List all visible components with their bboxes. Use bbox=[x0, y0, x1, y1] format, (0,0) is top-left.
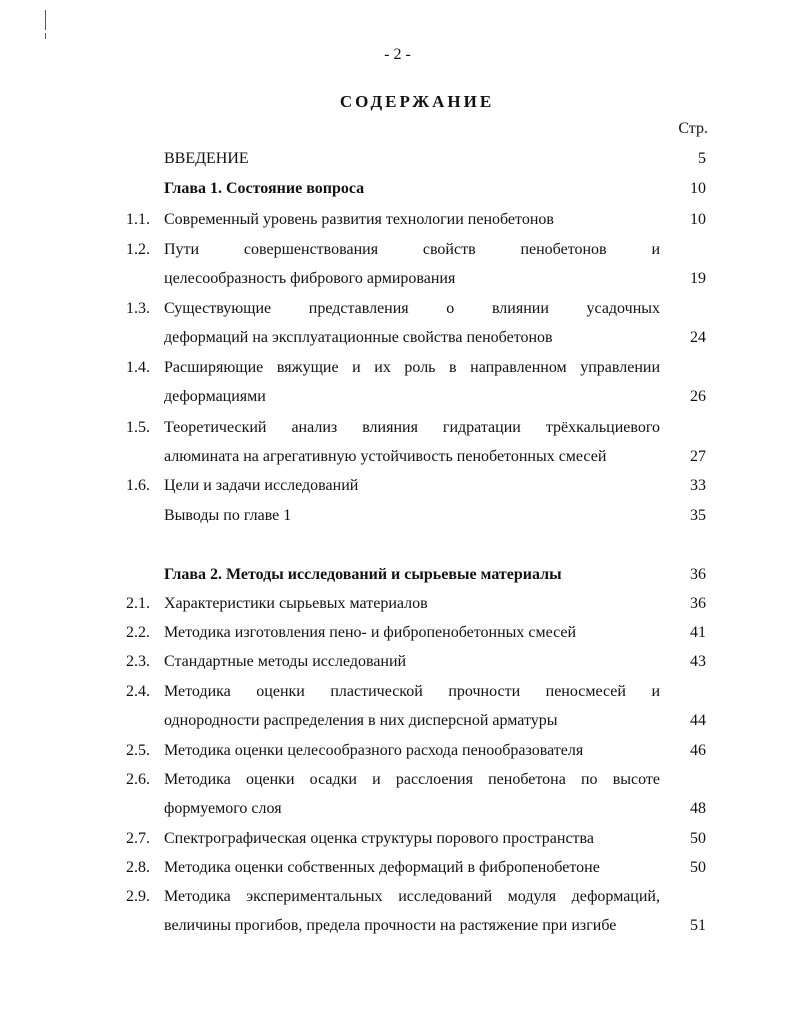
toc-entry-number: 1.2. bbox=[126, 241, 150, 258]
toc-entry-line bbox=[0, 564, 795, 586]
toc-entry-title: Пути совершенствования свойств пенобетонов и bbox=[164, 241, 660, 258]
toc-entry-number: 1.1. bbox=[126, 211, 150, 228]
toc-entry-title: формуемого слоя bbox=[164, 800, 282, 817]
toc-entry-line bbox=[0, 681, 795, 703]
toc-entry-number: 2.7. bbox=[126, 830, 150, 847]
toc-entry-title: Цели и задачи исследований bbox=[164, 477, 359, 494]
toc-entry-title: Методика оценки осадки и расслоения пенобетона по высоте bbox=[164, 771, 660, 788]
page-title: СОДЕРЖАНИЕ bbox=[339, 92, 495, 111]
toc-entry-title: алюмината на агрегативную устойчивость пенобетонных смесей bbox=[164, 448, 607, 465]
toc-entry-title: Современный уровень развития технологии пенобетонов bbox=[164, 211, 554, 228]
toc-entry-line bbox=[0, 148, 795, 170]
toc-entry-line bbox=[0, 209, 795, 231]
toc-entry-line bbox=[0, 769, 795, 791]
toc-entry-page: 10 bbox=[690, 180, 706, 197]
toc-entry-title: Существующие представления о влиянии усадочных bbox=[164, 300, 660, 317]
toc-entry-line bbox=[0, 593, 795, 615]
toc-entry-line bbox=[0, 239, 795, 261]
toc-entry-title: однородности распределения в них дисперсной арматуры bbox=[164, 712, 558, 729]
toc-entry-line bbox=[0, 417, 795, 439]
toc-entry-page: 19 bbox=[690, 270, 706, 287]
toc-entry-page: 48 bbox=[690, 800, 706, 817]
scan-artifact-mark bbox=[45, 33, 46, 39]
toc-entry-title: Методика оценки собственных деформаций в фибропенобетоне bbox=[164, 859, 600, 876]
toc-entry-number: 2.3. bbox=[126, 653, 150, 670]
toc-entry-line bbox=[0, 886, 795, 908]
toc-entry-number: 2.4. bbox=[126, 683, 150, 700]
toc-entry-title: величины прогибов, предела прочности на растяжение при изгибе bbox=[164, 917, 617, 934]
toc-entry-line bbox=[0, 828, 795, 850]
toc-entry-line bbox=[0, 505, 795, 527]
toc-entry-line bbox=[0, 651, 795, 673]
toc-entry-title: Расширяющие вяжущие и их роль в направленном управлении bbox=[164, 359, 660, 376]
toc-entry-page: 26 bbox=[690, 388, 706, 405]
toc-entry-page: 35 bbox=[690, 507, 706, 524]
toc-entry-page: 27 bbox=[690, 448, 706, 465]
toc-entry-page: 50 bbox=[690, 859, 706, 876]
toc-entry-line bbox=[0, 446, 795, 468]
toc-entry-title: деформациями bbox=[164, 388, 266, 405]
toc-entry-line bbox=[0, 798, 795, 820]
toc-entry-page: 5 bbox=[698, 150, 706, 167]
toc-entry-page: 50 bbox=[690, 830, 706, 847]
toc-entry-line bbox=[0, 710, 795, 732]
toc-entry-line bbox=[0, 268, 795, 290]
toc-entry-title: Глава 2. Методы исследований и сырьевые материалы bbox=[164, 566, 562, 583]
toc-entry-title: целесообразность фибрового армирования bbox=[164, 270, 456, 287]
toc-entry-page: 43 bbox=[690, 653, 706, 670]
toc-entry-line bbox=[0, 386, 795, 408]
toc-entry-page: 41 bbox=[690, 624, 706, 641]
toc-entry-title: Характеристики сырьевых материалов bbox=[164, 595, 428, 612]
toc-entry-title: Глава 1. Состояние вопроса bbox=[164, 180, 365, 197]
toc-entry-title: ВВЕДЕНИЕ bbox=[164, 150, 249, 167]
toc-entry-title: Спектрографическая оценка структуры порового пространства bbox=[164, 830, 594, 847]
toc-entry-page: 46 bbox=[690, 742, 706, 759]
toc-entry-number: 1.5. bbox=[126, 419, 150, 436]
toc-entry-line bbox=[0, 327, 795, 349]
toc-entry-number: 2.6. bbox=[126, 771, 150, 788]
toc-entry-page: 36 bbox=[690, 595, 706, 612]
scan-artifact-mark bbox=[45, 10, 46, 30]
toc-entry-number: 1.6. bbox=[126, 477, 150, 494]
toc-entry-number: 1.4. bbox=[126, 359, 150, 376]
toc-entry-title: Методика экспериментальных исследований модуля деформаций, bbox=[164, 888, 660, 905]
toc-entry-title: Методика изготовления пено- и фибропенобетонных смесей bbox=[164, 624, 577, 641]
toc-entry-page: 51 bbox=[690, 917, 706, 934]
toc-entry-line bbox=[0, 857, 795, 879]
toc-entry-title: Стандартные методы исследований bbox=[164, 653, 407, 670]
toc-entry-number: 2.5. bbox=[126, 742, 150, 759]
toc-entry-number: 2.1. bbox=[126, 595, 150, 612]
toc-entry-line bbox=[0, 298, 795, 320]
page-number: - 2 - bbox=[384, 46, 411, 63]
toc-entry-number: 2.8. bbox=[126, 859, 150, 876]
toc-entry-number: 1.3. bbox=[126, 300, 150, 317]
toc-entry-number: 2.9. bbox=[126, 888, 150, 905]
toc-entry-page: 24 bbox=[690, 329, 706, 346]
toc-entry-title: Методика оценки целесообразного расхода пенообразователя bbox=[164, 742, 584, 759]
toc-entry-line bbox=[0, 357, 795, 379]
toc-entry-title: Методика оценки пластической прочности пеносмесей и bbox=[164, 683, 660, 700]
toc-entry-line bbox=[0, 622, 795, 644]
toc-entry-line bbox=[0, 915, 795, 937]
toc-entry-page: 10 bbox=[690, 211, 706, 228]
toc-entry-line bbox=[0, 178, 795, 200]
toc-entry-page: 33 bbox=[690, 477, 706, 494]
toc-entry-line bbox=[0, 740, 795, 762]
toc-entry-line bbox=[0, 475, 795, 497]
toc-entry-page: 36 bbox=[690, 566, 706, 583]
page-column-header: Стр. bbox=[678, 120, 708, 137]
toc-entry-title: Теоретический анализ влияния гидратации трёхкальциевого bbox=[164, 419, 660, 436]
toc-entry-page: 44 bbox=[690, 712, 706, 729]
toc-entry-title: деформаций на эксплуатационные свойства пенобетонов bbox=[164, 329, 553, 346]
toc-entry-number: 2.2. bbox=[126, 624, 150, 641]
toc-entry-title: Выводы по главе 1 bbox=[164, 507, 292, 524]
